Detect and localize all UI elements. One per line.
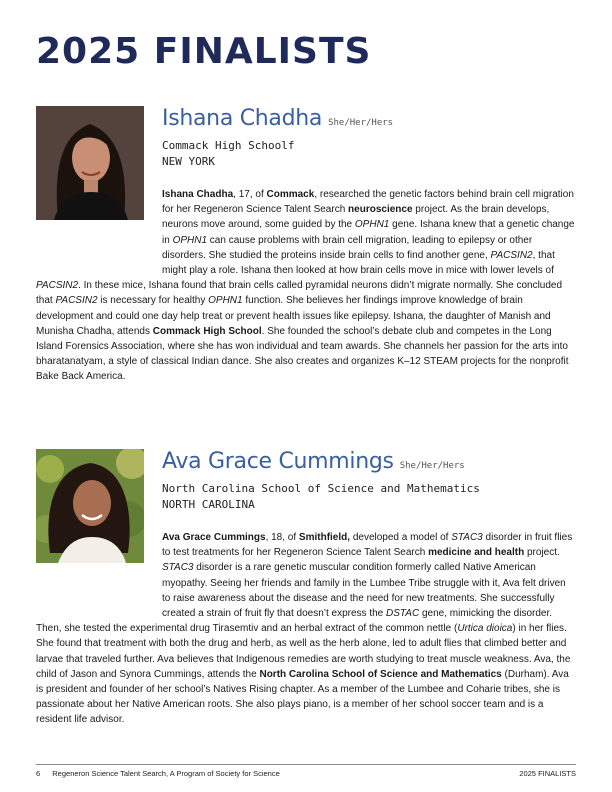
bio-text-run: (Durham). Ava is president and founder of her school’s Natives Rising chapter. As a member of the Lumbee and Coharie tribes, she is passionate about her Native American roots. She also plays piano, is a member of her school soccer team and is a resident life advisor. <box>36 668 569 726</box>
finalist-name-row <box>162 449 465 474</box>
bio-text-run: developed a model of <box>350 532 452 543</box>
footer-section-label: 2025 FINALISTS <box>519 769 576 778</box>
bio-paragraph <box>36 530 576 728</box>
bio-text-run: gene. Ishana knew that a genetic change in <box>162 219 575 246</box>
bio-text-run: project. As the brain develops, neurons move around, some guided by the <box>162 204 550 231</box>
bio-text-run: Ava Grace Cummings <box>162 532 266 543</box>
page-number: 6 <box>36 769 41 778</box>
finalist-state: NORTH CAROLINA <box>162 498 255 511</box>
bio-text-run: Ishana Chadha <box>162 189 234 200</box>
bio-text-run: project. <box>524 547 560 559</box>
bio-text-run: North Carolina School of Science and Mathematics <box>259 668 502 680</box>
bio-text-run: disorder is a rare genetic muscular condition formerly called Native American myopathy. Seeing her friends and family in the Lumbee Tribe struggle with it, Ava felt driven to raise awareness about the disease and the need for new treatments. She successfully created a strain of fruit fly that doesn’t express the <box>162 562 566 620</box>
finalist-bio <box>36 187 576 385</box>
bio-text-run: function. She believes her findings improve knowledge of brain development and could one day help treat or prevent health issues like epilepsy. Ishana, the daughter of Manish and Munisha Chadha, attends <box>36 295 551 337</box>
bio-text-run: . In these mice, Ishana found that brain cells called pyramidal neurons didn’t migrate normally. She concluded that <box>36 280 563 307</box>
bio-text-run: , 18, of <box>265 532 299 543</box>
bio-text-run: PACSIN2 <box>490 249 533 261</box>
bio-text-run: OPHN1 <box>172 234 208 246</box>
finalist-name: Ava Grace Cummings <box>162 449 394 474</box>
bio-text-run: medicine and health <box>428 547 525 559</box>
bio-text-run: , that might play a role. Ishana then looked at how brain cells move in mice with lower levels of <box>162 249 555 277</box>
footer-left <box>36 769 290 778</box>
bio-text-run: Commack High School <box>152 325 262 337</box>
finalist-pronouns: She/Her/Hers <box>328 118 394 128</box>
bio-text-run: OPHN1 <box>354 219 390 231</box>
bio-text-run: , researched the genetic factors behind brain cell migration for her Regeneron Science Talent Search <box>162 189 574 216</box>
bio-text-run: disorder in fruit flies to test treatments for her Regeneron Science Talent Search <box>162 532 573 559</box>
finalist-school: North Carolina School of Science and Mathematics <box>162 482 480 495</box>
finalist-pronouns: She/Her/Hers <box>399 461 465 471</box>
finalist-school: Commack High Schoolf <box>162 139 295 152</box>
bio-text-run: , 17, of <box>233 189 267 200</box>
bio-text-run: Smithfield, <box>298 532 351 543</box>
bio-text-run: STAC3 <box>162 562 194 574</box>
bio-text-run: Commack <box>266 189 315 200</box>
bio-text-run: STAC3 <box>451 532 483 543</box>
finalist-name-row <box>162 106 393 131</box>
footer-divider <box>36 764 576 765</box>
bio-paragraph <box>36 187 576 385</box>
bio-text-run: can cause problems with brain cell migration, leading to epilepsy or other disorders. She studied the proteins inside brain cells to find another gene, <box>162 234 533 261</box>
publication-name: Regeneron Science Talent Search, A Program of Society for Science <box>52 769 280 778</box>
bio-text-run: DSTAC <box>386 608 420 620</box>
finalist-name: Ishana Chadha <box>162 106 323 131</box>
finalist-state: NEW YORK <box>162 155 215 168</box>
bio-text-run: ) in her flies. She found that treatment with both the drug and herb, as well as the herb alone, led to adult flies that climbed better and larvae that traveled further. Ava believes that Indigenous remedies are worth studying to treat muscle weakness. Ava, the child of Jason and Synora Cummings, attends the <box>36 623 571 680</box>
bio-text-run: gene, mimicking the disorder. Then, she tested the experimental drug Tirasemtiv and an herbal extract of the common nettle ( <box>36 608 553 635</box>
bio-text-run: Urtica dioica <box>457 623 513 635</box>
bio-text-run: OPHN1 <box>208 295 243 307</box>
bio-text-run: PACSIN2 <box>55 295 98 307</box>
finalist-bio <box>36 530 576 728</box>
bio-text-run: PACSIN2 <box>36 280 79 292</box>
bio-text-run: . She founded the school’s debate club and competes in the Long Island Forensics Association, where she has won individual and team awards. She channels her passion for the arts into bharatanatyam, a style of classical Indian dance. She also creates and organizes K–12 STEAM projects for the nonprofit Bake Back America. <box>36 325 569 383</box>
bio-text-run: neuroscience <box>348 204 413 216</box>
page-title: 2025 FINALISTS <box>36 31 372 72</box>
bio-text-run: is necessary for healthy <box>97 295 209 307</box>
